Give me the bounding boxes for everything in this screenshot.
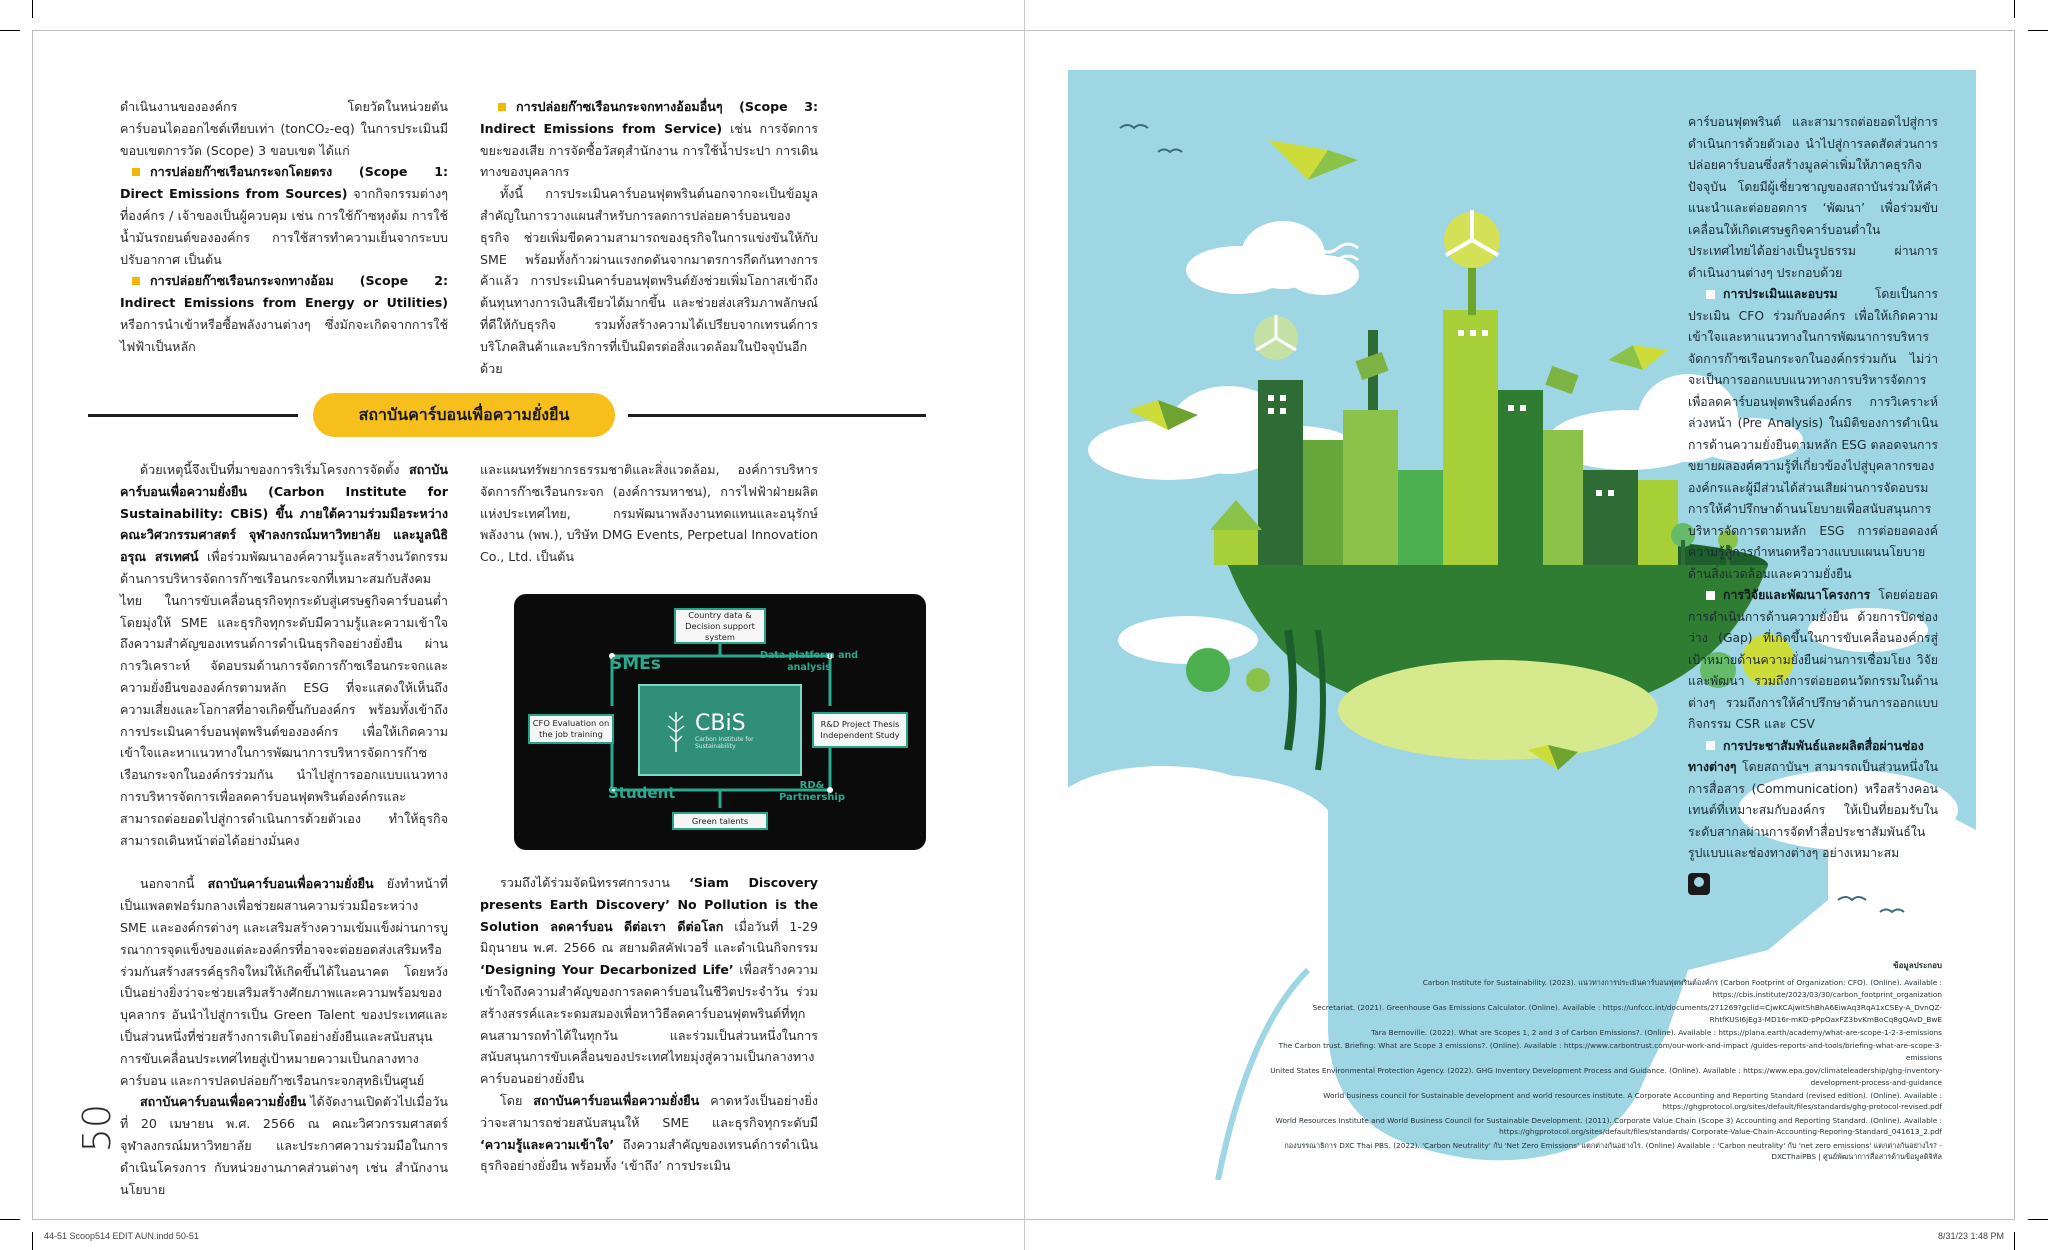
page-number xyxy=(75,1104,119,1153)
launch-paragraph xyxy=(120,1091,448,1200)
page-number-text: 50 xyxy=(75,1104,119,1153)
green-talents-box: Green talents xyxy=(672,812,768,830)
service-item-body: โดยสถาบันฯ สามารถเป็นส่วนหนึ่งในการสื่อสาร (Communication) หรือสร้างคอนเทนต์ที่เหมาะสมกับองค์กร ให้เป็นที่ยอมรับในระดับสากลผ่านการจัดทำสื่อประชาสัมพันธ์ในรูปแบบและช่องทางต่างๆ อย่างเหมาะสม xyxy=(1688,760,1938,860)
exhibition-name: ‘Siam Discovery presents Earth Discovery’ No Pollution is the Solution ลดคาร์บอน ดีต่อเรา ดีต่อโลก xyxy=(480,875,818,934)
text-run: เพื่อสร้างความเข้าใจถึงความสำคัญของการลดคาร์บอนในชีวิตประจำวัน ร่วมสร้างสรรค์และระดมสมองเพื่อหาวิธีลดคาร์บอนฟุตพรินต์ที่ทุกคนสามารถทำได้ในทุกวัน และร่วมเป็นส่วนหนึ่งในการสนับสนุนการขับเคลื่อนของประเทศไทยมุ่งสู่ความเป็นกลางทางคาร์บอนอย่างยั่งยืน xyxy=(480,962,818,1087)
knowledge-phrase: ‘ความรู้และความเข้าใจ’ xyxy=(480,1136,615,1152)
scope-column-right xyxy=(480,96,818,379)
text-run: เพื่อร่วมพัฒนาองค์ความรู้และสร้างนวัตกรรมด้านการบริหารจัดการก๊าซเรือนกระจกที่เหมาะสมกับสังคมไทย ในการขับเคลื่อนธุรกิจทุกระดับสู่เศรษฐกิจคาร์บอนต่ำ โดยมุ่งให้ SME และธุรกิจทุกระดับมีความรู้และความเข้าใจถึงความสำคัญของเทรนด์การดำเนินธุรกิจอย่างยั่งยืน ผ่านการวิเคราะห์ จัดอบรมด้านการจัดการก๊าซเรือนกระจกและความยั่งยืนขององค์กรตามหลัก ESG ที่จะแสดงให้เห็นถึงความเสี่ยงและโอกาสที่อาจเกิดขึ้นกับองค์กร พร้อมทั้งเข้าถึงการประเมินคาร์บอนฟุตพรินต์ขององค์กร เพื่อให้เกิดความเข้าใจและหาแนวทางในการพัฒนาการบริหารจัดการก๊าซเรือนกระจกในองค์กรร่วมกัน นำไปสู่การออกแบบแนวทางการบริหารจัดการเพื่อลดคาร์บอนฟุตพรินต์องค์กรและสามารถต่อยอดไปสู่การดำเนินการด้วยตัวเอง ทำให้ธุรกิจสามารถเดินหน้าต่อได้อย่างมั่นคง xyxy=(120,549,448,848)
student-label: Student xyxy=(608,784,676,802)
right-intro-paragraph: คาร์บอนฟุตพรินต์ และสามารถต่อยอดไปสู่การดำเนินการด้วยตัวเอง นำไปสู่การลดสัดส่วนการปล่อยคาร์บอนซึ่งสร้างมูลค่าเพิ่มให้ภาคธุรกิจปัจจุบัน โดยมีผู้เชี่ยวชาญของสถาบันร่วมให้คำแนะนำและต่อยอดการ ‘พัฒนา’ เพื่อร่วมขับเคลื่อนให้เกิดเศรษฐกิจคาร์บอนต่ำในประเทศไทยได้อย่างเป็นรูปธรรม ผ่านการดำเนินงานต่างๆ ประกอบด้วย xyxy=(1688,115,1938,280)
bullet-icon xyxy=(1706,591,1715,600)
scope3-item xyxy=(480,96,818,183)
partnership-label: RD& Partnership xyxy=(778,780,845,803)
platform-paragraph xyxy=(120,873,448,1091)
references-title: ข้อมูลประกอบ xyxy=(1893,961,1942,970)
cbis-name: สถาบันคาร์บอนเพื่อความยั่งยืน xyxy=(533,1092,700,1108)
scope3-body: เช่น การจัดการขยะของเสีย การจัดซื้อวัสดุสำนักงาน การใช้น้ำประปา การเดินทางของบุคลากร xyxy=(480,120,818,180)
scope-column-left xyxy=(120,96,448,358)
text-run: ได้จัดงานเปิดตัวไปเมื่อวันที่ 20 เมษายน พ.ศ. 2566 ณ คณะวิศวกรรมศาสตร์ จุฬาลงกรณ์มหาวิทยาลัย และประกาศความร่วมมือในการดำเนินโครงการ กับหน่วยงานภาคส่วนต่างๆ เช่น สำนักงานนโยบาย xyxy=(120,1094,448,1197)
service-item-body: โดยต่อยอดการดำเนินการด้านความยั่งยืน ด้วยการปิดช่องว่าง (Gap) ที่เกิดขึ้นในการขับเคลื่อนองค์กรสู่เป้าหมายด้านความยั่งยืนผ่านการเชื่อมโยง วิจัย และพัฒนา รวมถึงการต่อยอดนวัตกรรมในด้านต่างๆ รวมถึงการให้คำปรึกษาด้านการออกแบบกิจกรรม CSR และ CSV xyxy=(1688,588,1938,731)
service-item-title: การประชาสัมพันธ์และผลิตสื่อผ่านช่องทางต่างๆ xyxy=(1688,738,1924,774)
body-column-2-lower xyxy=(480,872,818,1177)
service-item-title: การประเมินและอบรม xyxy=(1723,287,1838,301)
country-data-box: Country data & Decision support system xyxy=(674,608,766,644)
footer-timestamp: 8/31/23 1:48 PM xyxy=(1938,1231,2005,1241)
cbis-name: สถาบันคาร์บอนเพื่อความยั่งยืน xyxy=(140,1094,306,1110)
end-mark-icon xyxy=(1688,873,1710,895)
text-run: ถึงความสำคัญของเทรนด์การดำเนินธุรกิจอย่างยั่งยืน พร้อมทั้ง ‘เข้าถึง’ การประเมิน xyxy=(480,1136,818,1174)
reference-item: United States Environmental Protection Agency. (2022). GHG Inventory Development Process and Guidance. (Online). Available : https://www.epa.gov/climateleadership/ghg-inventory-development-process-and-guidance xyxy=(1270,1066,1942,1087)
assessment-paragraph: ทั้งนี้ การประเมินคาร์บอนฟุตพรินต์นอกจากจะเป็นข้อมูลสำคัญในการวางแผนสำหรับการลดการปล่อยคาร์บอนของธุรกิจ ช่วยเพิ่มขีดความสามารถของธุรกิจในการแข่งขันให้กับ SME พร้อมทั้งก้าวผ่านแรงกดดันจากมาตรการกีดกันทางการค้าแล้ว การประเมินคาร์บอนฟุตพรินต์ยังช่วยเพิ่มโอกาสเข้าถึงต้นทุนทางการเงินสีเขียวได้มากขึ้น และช่วยส่งเสริมภาพลักษณ์ที่ดีให้กับธุรกิจ รวมทั้งสร้างความได้เปรียบจากเทรนด์การบริโภคสินค้าและบริการที่เป็นมิตรต่อสิ่งแวดล้อมในปัจจุบันอีกด้วย xyxy=(480,186,818,376)
smes-label: SMEs xyxy=(610,654,661,674)
cbis-name: สถาบันคาร์บอนเพื่อความยั่งยืน xyxy=(120,462,448,499)
section-rule-right xyxy=(628,414,926,417)
service-item-communication xyxy=(1688,736,1938,865)
scope1-title: การปล่อยก๊าซเรือนกระจกโดยตรง (Scope 1: Direct Emissions from Sources) xyxy=(120,164,448,202)
text-run: คาดหวังเป็นอย่างยิ่งว่าจะสามารถช่วยสนับสนุนให้ SME และธุรกิจทุกระดับมี xyxy=(480,1092,818,1130)
bullet-icon xyxy=(1706,290,1715,299)
exhibition-paragraph xyxy=(480,872,818,1090)
scope1-body: จากกิจกรรมต่างๆ ที่องค์กร / เจ้าของเป็นผู้ควบคุม เช่น การใช้ก๊าซหุงต้ม การใช้น้ำมันรถยนต์ขององค์กร การใช้สารทำความเย็นจากระบบปรับอากาศ เป็นต้น xyxy=(120,186,448,267)
wind-turbine-icon xyxy=(1254,315,1298,360)
reference-item: Secretariat. (2021). Greenhouse Gas Emissions Calculator. (Online). Available : https://unfccc.int/documents/271269?gclid=CjwKCAjwitShBhA6EiwAq3RqA1xCSEy-A_DvnQZ-RhtfKUSI6jEg3-MD16r-mKD-pPpOaxFZ3bvKmBoCq8gQAvD_BwE xyxy=(1312,1003,1942,1024)
text-run: ยังทำหน้าที่เป็นแพลตฟอร์มกลางเพื่อช่วยผสานความร่วมมือระหว่าง SME และองค์กรต่างๆ และเสริมสร้างความเข้มแข็งผ่านการบูรณาการจุดแข็งของแต่ละองค์กรที่อาจจะต่อยอดส่งเสริมหรือร่วมกันสร้างสรรค์ธุรกิจใหม่ให้เกิดขึ้นได้ในอนาคต โดยหวังเป็นอย่างยิ่งว่าจะช่วยเสริมสร้างศักยภาพและความพร้อมของบุคลากร อันนำไปสู่การเป็น Green Talent ของประเทศและเป็นส่วนหนึ่งที่ช่วยสร้างการเติบโตอย่างยั่งยืนและสนับสนุนการขับเคลื่อนประเทศไทยสู่เป้าหมายความเป็นกลางทางคาร์บอน และการปลดปล่อยก๊าซเรือนกระจกสุทธิเป็นศูนย์ xyxy=(120,876,448,1088)
text-run: ด้วยเหตุนี้จึงเป็นที่มาของการริเริ่มโครงการจัดตั้ง xyxy=(140,462,409,477)
partners-name: คณะวิศวกรรมศาสตร์ จุฬาลงกรณ์มหาวิทยาลัย และมูลนิธิอรุณ สรเทศน์ xyxy=(120,527,448,565)
body-column-1 xyxy=(120,459,448,1200)
cbis-name: สถาบันคาร์บอนเพื่อความยั่งยืน xyxy=(207,876,374,892)
section-heading: สถาบันคาร์บอนเพื่อความยั่งยืน xyxy=(313,393,615,437)
bullet-icon xyxy=(1706,741,1715,750)
cbis-logo-subtitle: Carbon Institute for Sustainability xyxy=(695,735,754,750)
section-rule-left xyxy=(88,414,298,417)
bullet-icon xyxy=(132,277,140,285)
origami-bird-icon xyxy=(1608,345,1668,370)
reference-item: Carbon Institute for Sustainability. (2023). แนวทางการประเมินคาร์บอนฟุตพรินต์องค์กร (Carbon Footprint of Organization: CFO). (Online). Available : https://cbis.institute/2023/03/30/carbon_footprint_organization xyxy=(1422,978,1942,999)
reference-item: World business council for Sustainable development and world resources institute. A Corporate Accounting and Reporting Standard (revised edition). (Online). Available : https://ghgprotocol.org/sites/default/files/standards/ghg-protocol-revised.pdf xyxy=(1323,1091,1942,1112)
cfo-evaluation-box: CFO Evaluation on the job training xyxy=(528,714,614,744)
text-run: เมื่อวันที่ 1-29 มิถุนายน พ.ศ. 2566 ณ สยามดิสคัฟเวอรี่ และดำเนินกิจกรรม xyxy=(480,918,818,956)
footer-file-slug: 44-51 Scoop514 EDIT AUN.indd 50-51 xyxy=(44,1231,199,1241)
spread-gutter xyxy=(1024,0,1025,1250)
reference-item: World Resources Institute and World Business Council for Sustainable Development. (2011). Corporate Value Chain (Scope 3) Accounting and Reporting Standard. (Online). Available : https://ghgprotocol.org/sites/default/files/standards/ Corporate-Value-Chain-Accounting-Reporing-Standard_041613_2.pdf xyxy=(1275,1115,1942,1137)
wind-turbine-icon xyxy=(1444,210,1500,268)
origami-bird-icon xyxy=(1268,140,1358,180)
cbis-center-box xyxy=(638,684,802,776)
partners-paragraph: และแผนทรัพยากรธรรมชาติและสิ่งแวดล้อม, องค์การบริหารจัดการก๊าซเรือนกระจก (องค์การมหาชน), การไฟฟ้าฝ่ายผลิตแห่งประเทศไทย, กรมพัฒนาพลังงานทดแทนและอนุรักษ์พลังงาน (พพ.), บริษัท DMG Events, Perpetual Innovation Co., Ltd. เป็นต้น xyxy=(480,462,818,565)
scope1-item xyxy=(120,161,448,270)
leaf-logo-icon xyxy=(665,706,687,754)
body-column-2 xyxy=(480,459,818,568)
scope2-title: การปล่อยก๊าซเรือนกระจกทางอ้อม (Scope 2: Indirect Emissions from Energy or Utilities) xyxy=(120,273,448,311)
right-page-text-column xyxy=(1688,112,1938,895)
cbis-fullname: (Carbon Institute for Sustainability: CBiS) ขึ้น ภายใต้ความร่วมมือระหว่าง xyxy=(120,483,448,521)
reference-item: กองบรรณาธิการ DXC Thai PBS. (2022). 'Carbon Neutrality' กับ 'Net Zero Emissions' แตกต่างกันอย่างไร. (Online) Available : 'Carbon neutrality' กับ 'net zero emissions' แตกต่างกันอย่างไร? - DXCThaiPBS | ศูนย์พัฒนาการสื่อสารด้านข้อมูลดิจิทัล xyxy=(1284,1140,1942,1162)
platform-label: Data platform and analysis xyxy=(759,650,859,673)
bullet-icon xyxy=(498,103,506,111)
scope2-body: หรือการนำเข้าหรือซื้อพลังงานต่างๆ ซึ่งมักจะเกิดจากการใช้ไฟฟ้าเป็นหลัก xyxy=(120,316,448,354)
service-item-body: โดยเป็นการประเมิน CFO ร่วมกับองค์กร เพื่อให้เกิดความเข้าใจและหาแนวทางในการพัฒนาการบริหารจัดการก๊าซเรือนกระจกในองค์กรร่วมกัน ไม่ว่าจะเป็นการออกแบบแนวทางการบริหารจัดการเพื่อลดคาร์บอนฟุตพรินต์องค์กร การวิเคราะห์ล่วงหน้า (Pre Analysis) ในมิติของการดำเนินการด้านความยั่งยืนตามหลัก ESG ตลอดจนการขยายผลองค์ความรู้ที่เกี่ยวข้องไปสู่บุคลากรขององค์กรและผู้มีส่วนได้ส่วนเสียผ่านการจัดอบรม การให้คำปรึกษาด้านนโยบายเพื่อสนับสนุนการบริหารจัดการตามหลัก ESG การต่อยอดองค์ความรู้สู่การกำหนดหรือวางแบบแผนนโยบายด้านสิ่งแวดล้อมและความยั่งยืน xyxy=(1688,287,1938,581)
service-item-title: การวิจัยและพัฒนาโครงการ xyxy=(1723,588,1871,602)
scope2-item xyxy=(120,270,448,357)
cbis-ecosystem-diagram xyxy=(514,594,926,850)
intro-paragraph: ดำเนินงานขององค์กร โดยวัดในหน่วยตันคาร์บอนไดออกไซด์เทียบเท่า (tonCO₂-eq) ในการประเมินมีขอบเขตการวัด (Scope) 3 ขอบเขต ได้แก่ xyxy=(120,99,448,158)
reference-item: Tara Bernoville. (2022). What are Scopes 1, 2 and 3 of Carbon Emissions?. (Online). Available : https://plana.earth/academy/what-are-scope-1-2-3-emissions xyxy=(1371,1028,1942,1038)
service-item-assessment xyxy=(1688,284,1938,585)
cbis-logo-text: CBiS xyxy=(695,710,746,736)
activity-name: ‘Designing Your Decarbonized Life’ xyxy=(480,962,734,978)
cbis-intro-paragraph xyxy=(120,459,448,851)
references-list xyxy=(1260,960,1942,1165)
scope3-title: การปล่อยก๊าซเรือนกระจกทางอ้อมอื่นๆ (Scope 3: Indirect Emissions from Service) xyxy=(480,99,818,136)
service-item-research xyxy=(1688,585,1938,736)
text-run: นอกจากนี้ xyxy=(140,876,208,892)
text-run: รวมถึงได้ร่วมจัดนิทรรศการงาน xyxy=(500,875,690,890)
bullet-icon xyxy=(132,168,140,176)
expectation-paragraph xyxy=(480,1090,818,1177)
text-run: โดย xyxy=(500,1092,534,1108)
reference-item: The Carbon trust. Briefing: What are Scope 3 emissions?. (Online). Available : https://www.carbontrust.com/our-work-and-impact /guides-reports-and-tools/briefing-what-are-scope-3-emissions xyxy=(1278,1041,1942,1062)
rnd-project-box: R&D Project Thesis Independent Study xyxy=(812,712,908,748)
